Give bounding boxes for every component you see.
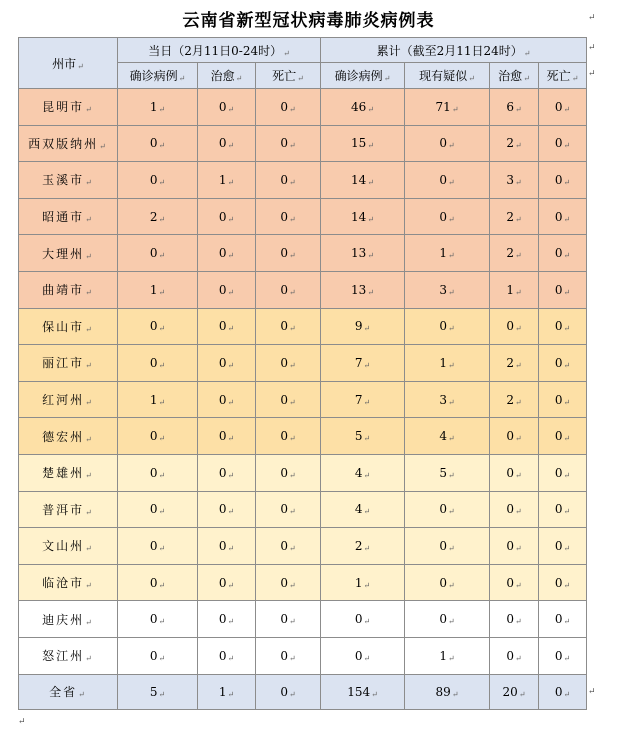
cum-cured-cell: 0 ↵ — [490, 637, 539, 674]
cum-confirmed-cell: 2 ↵ — [321, 528, 405, 565]
cum-confirmed-cell: 0 ↵ — [321, 637, 405, 674]
cum-suspected-cell: 3 ↵ — [405, 381, 490, 418]
cum-cured-cell: 3 ↵ — [490, 162, 539, 199]
cum-deaths-cell: 0 ↵ — [539, 345, 587, 382]
cum-deaths-cell: 0 ↵ — [539, 674, 587, 709]
paragraph-mark: ↵ — [588, 69, 596, 79]
cum-confirmed-cell: 7 ↵ — [321, 381, 405, 418]
cum-deaths-cell: 0 ↵ — [539, 89, 587, 126]
daily-confirmed-cell: 0 ↵ — [118, 125, 198, 162]
cum-cured-cell: 0 ↵ — [490, 418, 539, 455]
table-row — [19, 162, 587, 199]
cum-cured-cell: 2 ↵ — [490, 198, 539, 235]
table-row — [19, 418, 587, 455]
cum-deaths-cell: 0 ↵ — [539, 418, 587, 455]
header-cum-deaths: 死亡 ↵ — [539, 63, 587, 89]
cum-cured-cell: 20 ↵ — [490, 674, 539, 709]
daily-confirmed-cell: 0 ↵ — [118, 162, 198, 199]
header-cum-suspected: 现有疑似 ↵ — [405, 63, 490, 89]
header-daily-cured: 治愈 ↵ — [198, 63, 256, 89]
daily-deaths-cell: 0 ↵ — [256, 454, 321, 491]
cum-cured-cell: 2 ↵ — [490, 125, 539, 162]
cum-deaths-cell: 0 ↵ — [539, 491, 587, 528]
region-name: 红河州 ↵ — [19, 381, 118, 418]
cum-deaths-cell: 0 ↵ — [539, 162, 587, 199]
cum-suspected-cell: 1 ↵ — [405, 637, 490, 674]
cum-deaths-cell: 0 ↵ — [539, 198, 587, 235]
daily-deaths-cell: 0 ↵ — [256, 381, 321, 418]
cum-confirmed-cell: 14 ↵ — [321, 198, 405, 235]
cum-deaths-cell: 0 ↵ — [539, 528, 587, 565]
cum-deaths-cell: 0 ↵ — [539, 381, 587, 418]
table-row — [19, 454, 587, 491]
region-name: 玉溪市 ↵ — [19, 162, 118, 199]
daily-confirmed-cell: 0 ↵ — [118, 528, 198, 565]
cum-cured-cell: 2 ↵ — [490, 235, 539, 272]
cum-cured-cell: 0 ↵ — [490, 308, 539, 345]
cum-cured-cell: 2 ↵ — [490, 345, 539, 382]
table-row — [19, 528, 587, 565]
daily-deaths-cell: 0 ↵ — [256, 162, 321, 199]
daily-deaths-cell: 0 ↵ — [256, 564, 321, 601]
cum-suspected-cell: 0 ↵ — [405, 198, 490, 235]
daily-confirmed-cell: 0 ↵ — [118, 418, 198, 455]
table-row — [19, 235, 587, 272]
cum-confirmed-cell: 14 ↵ — [321, 162, 405, 199]
table-row — [19, 637, 587, 674]
region-name: 西双版纳州 ↵ — [19, 125, 118, 162]
daily-deaths-cell: 0 ↵ — [256, 491, 321, 528]
table-row — [19, 564, 587, 601]
daily-confirmed-cell: 1 ↵ — [118, 381, 198, 418]
daily-cured-cell: 0 ↵ — [198, 637, 256, 674]
daily-cured-cell: 0 ↵ — [198, 418, 256, 455]
daily-deaths-cell: 0 ↵ — [256, 674, 321, 709]
cum-suspected-cell: 5 ↵ — [405, 454, 490, 491]
paragraph-mark: ↵ — [588, 13, 596, 23]
region-name: 普洱市 ↵ — [19, 491, 118, 528]
daily-cured-cell: 0 ↵ — [198, 528, 256, 565]
region-name: 全省 ↵ — [19, 674, 118, 709]
cum-confirmed-cell: 9 ↵ — [321, 308, 405, 345]
header-cum-cured: 治愈 ↵ — [490, 63, 539, 89]
cum-cured-cell: 0 ↵ — [490, 454, 539, 491]
region-name: 迪庆州 ↵ — [19, 601, 118, 638]
table-row — [19, 345, 587, 382]
daily-confirmed-cell: 0 ↵ — [118, 601, 198, 638]
cum-deaths-cell: 0 ↵ — [539, 235, 587, 272]
cum-deaths-cell: 0 ↵ — [539, 601, 587, 638]
cum-suspected-cell: 0 ↵ — [405, 162, 490, 199]
cum-suspected-cell: 0 ↵ — [405, 528, 490, 565]
cum-confirmed-cell: 154 ↵ — [321, 674, 405, 709]
daily-confirmed-cell: 5 ↵ — [118, 674, 198, 709]
region-name: 怒江州 ↵ — [19, 637, 118, 674]
header-region: 州市 ↵ — [19, 38, 118, 89]
daily-deaths-cell: 0 ↵ — [256, 601, 321, 638]
daily-deaths-cell: 0 ↵ — [256, 198, 321, 235]
daily-confirmed-cell: 0 ↵ — [118, 308, 198, 345]
cum-deaths-cell: 0 ↵ — [539, 125, 587, 162]
table-row — [19, 381, 587, 418]
table-row — [19, 125, 587, 162]
cum-deaths-cell: 0 ↵ — [539, 637, 587, 674]
cum-deaths-cell: 0 ↵ — [539, 308, 587, 345]
daily-deaths-cell: 0 ↵ — [256, 125, 321, 162]
daily-cured-cell: 0 ↵ — [198, 235, 256, 272]
cum-suspected-cell: 1 ↵ — [405, 235, 490, 272]
region-name: 昭通市 ↵ — [19, 198, 118, 235]
region-name: 保山市 ↵ — [19, 308, 118, 345]
cum-suspected-cell: 0 ↵ — [405, 491, 490, 528]
cum-confirmed-cell: 4 ↵ — [321, 491, 405, 528]
cum-suspected-cell: 1 ↵ — [405, 345, 490, 382]
daily-cured-cell: 0 ↵ — [198, 271, 256, 308]
region-name: 德宏州 ↵ — [19, 418, 118, 455]
cum-suspected-cell: 4 ↵ — [405, 418, 490, 455]
cum-deaths-cell: 0 ↵ — [539, 454, 587, 491]
daily-deaths-cell: 0 ↵ — [256, 308, 321, 345]
header-cum-confirmed: 确诊病例 ↵ — [321, 63, 405, 89]
cum-suspected-cell: 3 ↵ — [405, 271, 490, 308]
case-table — [18, 37, 587, 710]
paragraph-mark: ↵ — [588, 43, 596, 53]
daily-cured-cell: 0 ↵ — [198, 564, 256, 601]
cum-confirmed-cell: 4 ↵ — [321, 454, 405, 491]
cum-confirmed-cell: 13 ↵ — [321, 271, 405, 308]
daily-cured-cell: 0 ↵ — [198, 198, 256, 235]
table-body — [19, 89, 587, 675]
daily-deaths-cell: 0 ↵ — [256, 418, 321, 455]
cum-suspected-cell: 0 ↵ — [405, 601, 490, 638]
daily-deaths-cell: 0 ↵ — [256, 89, 321, 126]
daily-confirmed-cell: 0 ↵ — [118, 235, 198, 272]
daily-deaths-cell: 0 ↵ — [256, 528, 321, 565]
cum-confirmed-cell: 1 ↵ — [321, 564, 405, 601]
daily-cured-cell: 0 ↵ — [198, 491, 256, 528]
daily-confirmed-cell: 0 ↵ — [118, 564, 198, 601]
daily-deaths-cell: 0 ↵ — [256, 271, 321, 308]
daily-cured-cell: 0 ↵ — [198, 601, 256, 638]
cum-cured-cell: 2 ↵ — [490, 381, 539, 418]
daily-cured-cell: 1 ↵ — [198, 162, 256, 199]
daily-deaths-cell: 0 ↵ — [256, 235, 321, 272]
daily-deaths-cell: 0 ↵ — [256, 345, 321, 382]
region-name: 临沧市 ↵ — [19, 564, 118, 601]
region-name: 丽江市 ↵ — [19, 345, 118, 382]
daily-confirmed-cell: 1 ↵ — [118, 271, 198, 308]
total-row — [19, 674, 587, 709]
header-daily-confirmed: 确诊病例 ↵ — [118, 63, 198, 89]
region-name: 曲靖市 ↵ — [19, 271, 118, 308]
daily-confirmed-cell: 0 ↵ — [118, 491, 198, 528]
daily-cured-cell: 0 ↵ — [198, 89, 256, 126]
daily-confirmed-cell: 0 ↵ — [118, 345, 198, 382]
daily-deaths-cell: 0 ↵ — [256, 637, 321, 674]
region-name: 楚雄州 ↵ — [19, 454, 118, 491]
cum-confirmed-cell: 13 ↵ — [321, 235, 405, 272]
cum-cured-cell: 0 ↵ — [490, 564, 539, 601]
daily-confirmed-cell: 2 ↵ — [118, 198, 198, 235]
header-daily-deaths: 死亡 ↵ — [256, 63, 321, 89]
daily-cured-cell: 0 ↵ — [198, 454, 256, 491]
table-title: 云南省新型冠状病毒肺炎病例表 — [182, 11, 435, 31]
region-name: 文山州 ↵ — [19, 528, 118, 565]
cum-suspected-cell: 89 ↵ — [405, 674, 490, 709]
daily-confirmed-cell: 1 ↵ — [118, 89, 198, 126]
daily-cured-cell: 0 ↵ — [198, 345, 256, 382]
table-row — [19, 491, 587, 528]
table-row — [19, 271, 587, 308]
cum-cured-cell: 0 ↵ — [490, 601, 539, 638]
cum-confirmed-cell: 5 ↵ — [321, 418, 405, 455]
cum-cured-cell: 0 ↵ — [490, 491, 539, 528]
table-row — [19, 308, 587, 345]
cum-deaths-cell: 0 ↵ — [539, 564, 587, 601]
cum-suspected-cell: 0 ↵ — [405, 125, 490, 162]
table-row — [19, 601, 587, 638]
paragraph-mark: ↵ — [18, 717, 26, 727]
paragraph-mark: ↵ — [588, 687, 596, 697]
cum-suspected-cell: 0 ↵ — [405, 564, 490, 601]
region-name: 大理州 ↵ — [19, 235, 118, 272]
table-row — [19, 89, 587, 126]
cum-suspected-cell: 0 ↵ — [405, 308, 490, 345]
header-cumulative-group: 累计（截至2月11日24时） ↵ — [321, 38, 587, 63]
cum-cured-cell: 1 ↵ — [490, 271, 539, 308]
header-daily-group: 当日（2月11日0-24时） ↵ — [118, 38, 321, 63]
cum-confirmed-cell: 0 ↵ — [321, 601, 405, 638]
daily-confirmed-cell: 0 ↵ — [118, 454, 198, 491]
daily-confirmed-cell: 0 ↵ — [118, 637, 198, 674]
cum-confirmed-cell: 7 ↵ — [321, 345, 405, 382]
daily-cured-cell: 0 ↵ — [198, 308, 256, 345]
daily-cured-cell: 0 ↵ — [198, 125, 256, 162]
daily-cured-cell: 1 ↵ — [198, 674, 256, 709]
cum-deaths-cell: 0 ↵ — [539, 271, 587, 308]
daily-cured-cell: 0 ↵ — [198, 381, 256, 418]
table-row — [19, 198, 587, 235]
cum-cured-cell: 6 ↵ — [490, 89, 539, 126]
cum-cured-cell: 0 ↵ — [490, 528, 539, 565]
cum-confirmed-cell: 15 ↵ — [321, 125, 405, 162]
region-name: 昆明市 ↵ — [19, 89, 118, 126]
cum-confirmed-cell: 46 ↵ — [321, 89, 405, 126]
cum-suspected-cell: 71 ↵ — [405, 89, 490, 126]
